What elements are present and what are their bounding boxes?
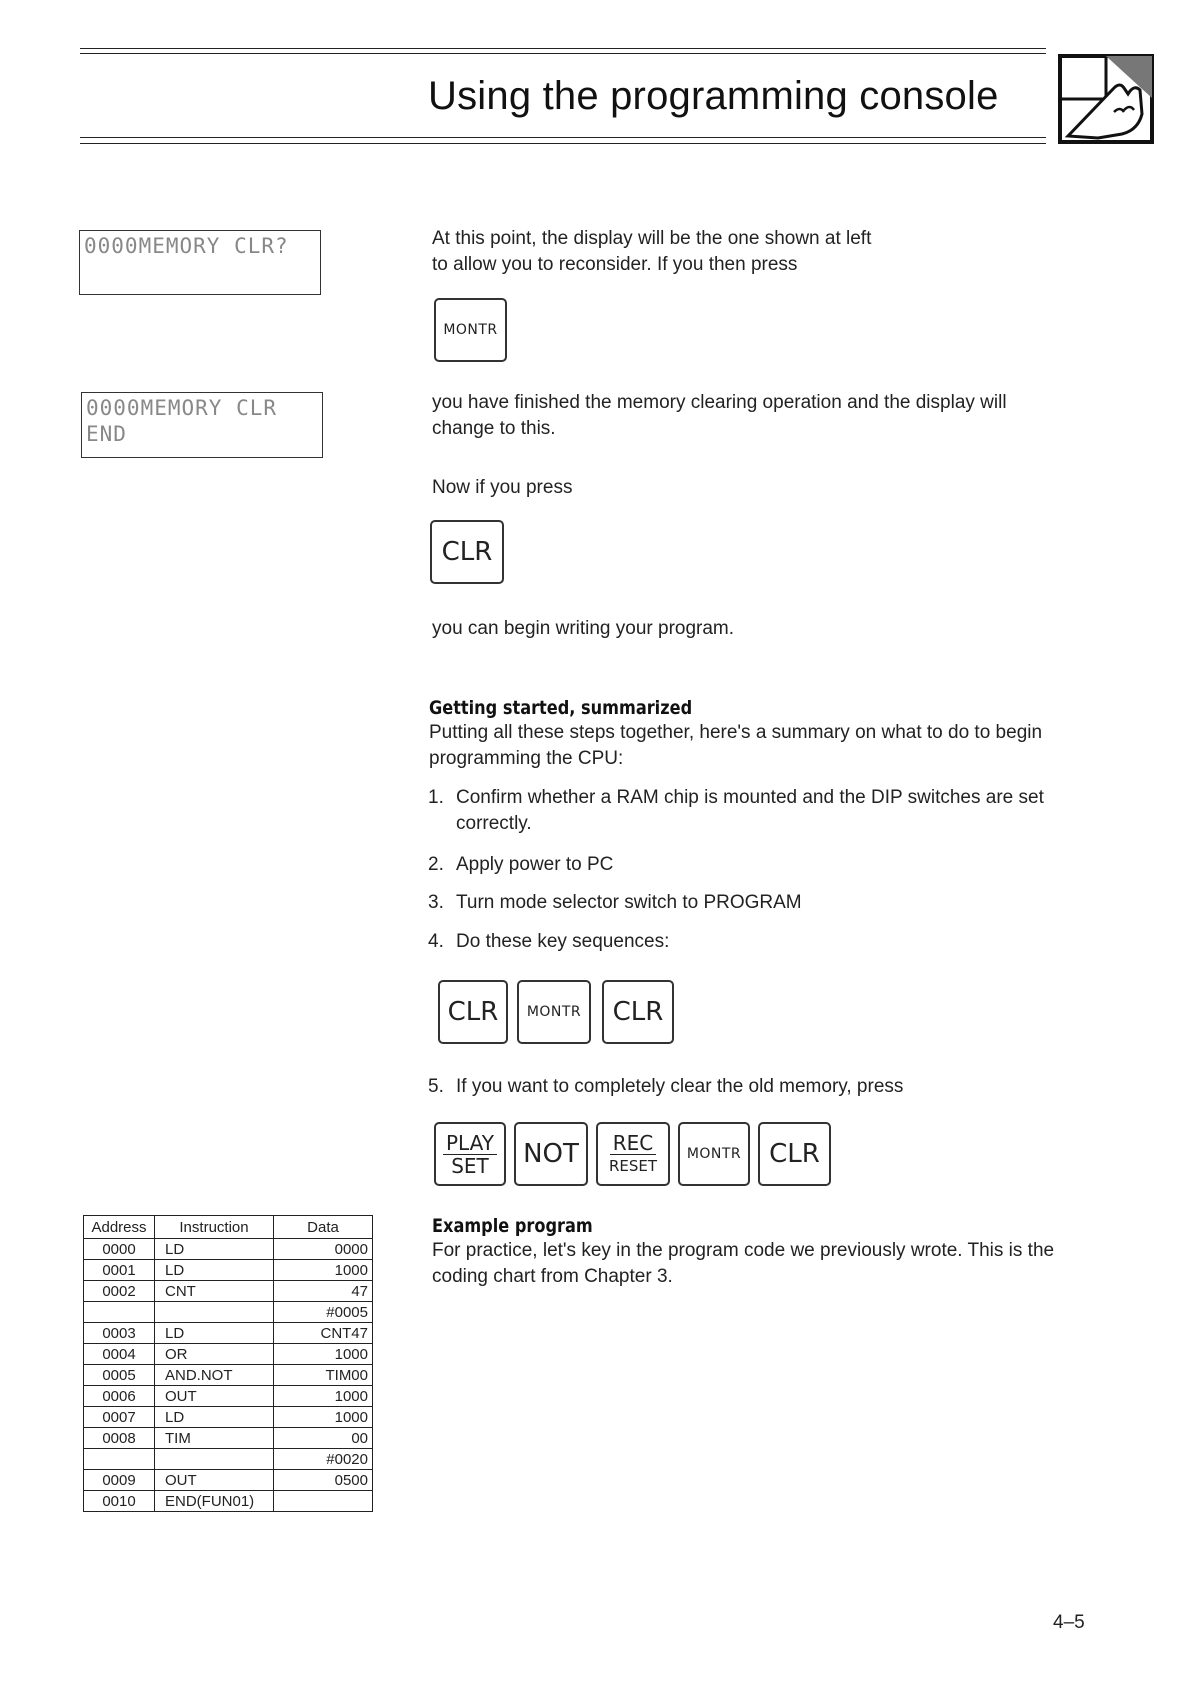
table-cell-instruction bbox=[155, 1449, 274, 1470]
summary-intro-line: programming the CPU: bbox=[429, 748, 624, 769]
montr-key: MONTR bbox=[678, 1122, 750, 1186]
table-cell-instruction: LD bbox=[155, 1407, 274, 1428]
table-cell-address: 0003 bbox=[84, 1323, 155, 1344]
play-label: PLAY bbox=[443, 1132, 497, 1155]
intro-paragraph-4: you can begin writing your program. bbox=[432, 618, 735, 639]
table-cell-data bbox=[274, 1491, 373, 1512]
play-set-key bbox=[434, 1122, 506, 1186]
intro-line: to allow you to reconsider. If you then press bbox=[432, 254, 798, 275]
example-text bbox=[432, 1238, 1054, 1290]
table-cell-address: 0005 bbox=[84, 1365, 155, 1386]
table-header-row bbox=[84, 1216, 373, 1239]
list-number: 1. bbox=[428, 787, 444, 808]
table-cell-data: 1000 bbox=[274, 1407, 373, 1428]
lcd-display-confirm bbox=[79, 230, 321, 295]
table-cell-data: 1000 bbox=[274, 1386, 373, 1407]
table-cell-instruction: END(FUN01) bbox=[155, 1491, 274, 1512]
header-rule-bottom bbox=[80, 137, 1046, 138]
intro-paragraph-1 bbox=[432, 226, 871, 278]
table-cell-instruction: AND.NOT bbox=[155, 1365, 274, 1386]
table-cell-instruction: OR bbox=[155, 1344, 274, 1365]
table-cell-data: #0005 bbox=[274, 1302, 373, 1323]
example-heading: Example program bbox=[432, 1215, 593, 1237]
table-cell-address bbox=[84, 1302, 155, 1323]
table-cell-data: 0000 bbox=[274, 1239, 373, 1260]
table-cell-instruction: OUT bbox=[155, 1386, 274, 1407]
list-text: Confirm whether a RAM chip is mounted and the DIP switches are set correctly. bbox=[456, 787, 1044, 834]
table-row bbox=[84, 1302, 373, 1323]
table-cell-address: 0009 bbox=[84, 1470, 155, 1491]
rec-label: REC bbox=[610, 1132, 657, 1155]
intro-paragraph-2 bbox=[432, 390, 1007, 442]
list-item bbox=[428, 852, 1076, 878]
reset-label: RESET bbox=[608, 1156, 658, 1175]
clr-key: CLR bbox=[430, 520, 504, 584]
intro-paragraph-3: Now if you press bbox=[432, 477, 573, 498]
table-cell-instruction: CNT bbox=[155, 1281, 274, 1302]
table-cell-instruction: LD bbox=[155, 1323, 274, 1344]
table-cell-data: CNT47 bbox=[274, 1323, 373, 1344]
table-row bbox=[84, 1470, 373, 1491]
list-item bbox=[428, 890, 1076, 916]
header-instruction: Instruction bbox=[155, 1216, 274, 1239]
summary-intro bbox=[429, 720, 1042, 772]
header-rule-top-2 bbox=[80, 53, 1046, 54]
list-number: 5. bbox=[428, 1076, 444, 1097]
table-row bbox=[84, 1491, 373, 1512]
clr-key: CLR bbox=[602, 980, 674, 1044]
rec-reset-key bbox=[596, 1122, 670, 1186]
coding-chart-table bbox=[83, 1215, 373, 1512]
montr-key: MONTR bbox=[434, 298, 507, 362]
table-cell-data: 00 bbox=[274, 1428, 373, 1449]
page-number: 4–5 bbox=[1053, 1612, 1085, 1633]
table-row bbox=[84, 1239, 373, 1260]
table-row bbox=[84, 1449, 373, 1470]
list-item bbox=[428, 929, 1076, 955]
list-text: Turn mode selector switch to PROGRAM bbox=[456, 892, 802, 913]
table-cell-data: #0020 bbox=[274, 1449, 373, 1470]
table-cell-instruction: OUT bbox=[155, 1470, 274, 1491]
list-number: 3. bbox=[428, 892, 444, 913]
table-row bbox=[84, 1260, 373, 1281]
header-data: Data bbox=[274, 1216, 373, 1239]
table-cell-address: 0010 bbox=[84, 1491, 155, 1512]
table-row bbox=[84, 1428, 373, 1449]
table-cell-address: 0000 bbox=[84, 1239, 155, 1260]
table-cell-address: 0002 bbox=[84, 1281, 155, 1302]
table-cell-address: 0001 bbox=[84, 1260, 155, 1281]
table-row bbox=[84, 1323, 373, 1344]
header-address: Address bbox=[84, 1216, 155, 1239]
clr-key: CLR bbox=[438, 980, 508, 1044]
table-cell-address: 0006 bbox=[84, 1386, 155, 1407]
table-cell-address: 0007 bbox=[84, 1407, 155, 1428]
page-title: Using the programming console bbox=[428, 74, 999, 118]
table-cell-data: 47 bbox=[274, 1281, 373, 1302]
example-line: For practice, let's key in the program code we previously wrote. This is the bbox=[432, 1240, 1055, 1261]
table-cell-data: 1000 bbox=[274, 1260, 373, 1281]
example-line: coding chart from Chapter 3. bbox=[432, 1266, 673, 1287]
summary-heading: Getting started, summarized bbox=[429, 697, 693, 719]
table-row bbox=[84, 1344, 373, 1365]
intro-line: change to this. bbox=[432, 418, 556, 439]
lcd-line-2: END bbox=[86, 422, 127, 446]
lcd-line-1: 0000MEMORY CLR? bbox=[84, 234, 289, 258]
header-rule-bottom-2 bbox=[80, 143, 1046, 144]
header-rule-top bbox=[80, 48, 1046, 49]
table-cell-address bbox=[84, 1449, 155, 1470]
not-key: NOT bbox=[514, 1122, 588, 1186]
table-cell-data: 0500 bbox=[274, 1470, 373, 1491]
intro-line: you have finished the memory clearing operation and the display will bbox=[432, 392, 1007, 413]
montr-key: MONTR bbox=[517, 980, 591, 1044]
table-cell-address: 0008 bbox=[84, 1428, 155, 1449]
hand-pointer-icon bbox=[1058, 54, 1154, 144]
table-cell-address: 0004 bbox=[84, 1344, 155, 1365]
set-label: SET bbox=[451, 1153, 489, 1178]
table-cell-data: TIM00 bbox=[274, 1365, 373, 1386]
table-cell-instruction bbox=[155, 1302, 274, 1323]
table-row bbox=[84, 1386, 373, 1407]
table-row bbox=[84, 1365, 373, 1386]
table-cell-instruction: LD bbox=[155, 1239, 274, 1260]
list-text: If you want to completely clear the old memory, press bbox=[456, 1076, 904, 1097]
clr-key: CLR bbox=[758, 1122, 831, 1186]
table-row bbox=[84, 1407, 373, 1428]
list-number: 4. bbox=[428, 931, 444, 952]
list-item bbox=[428, 1074, 1076, 1100]
intro-line: At this point, the display will be the one shown at left bbox=[432, 228, 872, 249]
summary-intro-line: Putting all these steps together, here's a summary on what to do to begin bbox=[429, 722, 1043, 743]
table-cell-data: 1000 bbox=[274, 1344, 373, 1365]
list-item bbox=[428, 785, 1076, 837]
list-text: Do these key sequences: bbox=[456, 931, 670, 952]
table-cell-instruction: TIM bbox=[155, 1428, 274, 1449]
list-text: Apply power to PC bbox=[456, 854, 614, 875]
lcd-line-1: 0000MEMORY CLR bbox=[86, 396, 278, 420]
list-number: 2. bbox=[428, 854, 444, 875]
table-row bbox=[84, 1281, 373, 1302]
table-cell-instruction: LD bbox=[155, 1260, 274, 1281]
lcd-display-end bbox=[81, 392, 323, 458]
